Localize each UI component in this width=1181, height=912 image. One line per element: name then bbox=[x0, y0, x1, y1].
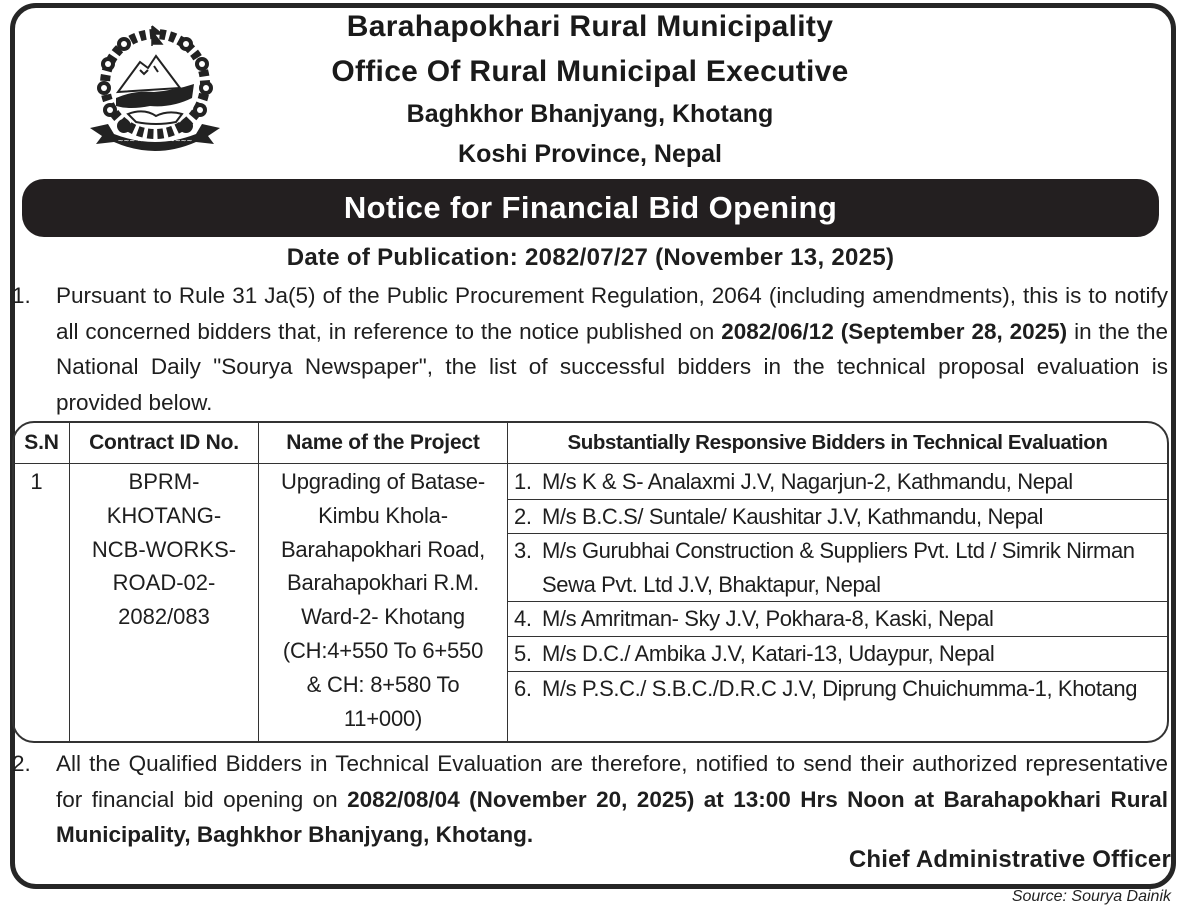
project-line: 11+000) bbox=[343, 705, 423, 731]
bidder-item bbox=[508, 637, 1167, 672]
project-line: Barahapokhari Road, bbox=[280, 536, 486, 562]
bidder-item bbox=[508, 534, 1167, 602]
contract-id-line: BPRM- bbox=[128, 469, 200, 494]
paragraph-body bbox=[56, 278, 1168, 420]
nepal-government-emblem-icon bbox=[84, 18, 226, 156]
table-header-row bbox=[14, 423, 1167, 464]
project-line: Upgrading of Batase- bbox=[281, 469, 485, 494]
project-line: Barahapokhari R.M. bbox=[286, 570, 480, 596]
bidder-item bbox=[508, 465, 1167, 500]
paragraph-number: 2. bbox=[12, 751, 31, 776]
bidder-name: M/s Amritman- Sky J.V, Pokhara-8, Kaski, Nepal bbox=[542, 606, 994, 632]
bidder-number: 5. bbox=[514, 640, 532, 666]
cell-project bbox=[259, 465, 507, 735]
paragraph-body bbox=[56, 746, 1168, 853]
header-sn: S.N bbox=[24, 431, 59, 454]
signatory-title: Chief Administrative Officer bbox=[848, 846, 1171, 873]
bidder-number: 4. bbox=[514, 606, 532, 632]
notice-title-banner bbox=[22, 179, 1159, 237]
project-line: Ward-2- Khotang bbox=[301, 604, 465, 630]
notice-title: Notice for Financial Bid Opening bbox=[343, 190, 838, 225]
header-project: Name of the Project bbox=[286, 431, 480, 454]
project-line: (CH:4+550 To 6+550 bbox=[282, 637, 484, 663]
project-line: & CH: 8+580 To bbox=[306, 671, 460, 697]
svg-text:~~~ ~~~~~ ~~~~: ~~~ ~~~~~ ~~~~ bbox=[117, 137, 193, 145]
reference-date: 2082/06/12 (September 28, 2025) bbox=[721, 318, 1068, 344]
paragraph-text: Pursuant to Rule 31 Ja(5) of the Public Procurement Regulation, 2064 (including amendments), this is to notify all concerned bidders that, in reference to the notice published on bbox=[56, 283, 1168, 344]
bidder-number: 3. bbox=[514, 538, 532, 564]
contract-id-line: 2082/083 bbox=[118, 604, 210, 630]
bidders-table bbox=[12, 421, 1169, 743]
contract-id-line: ROAD-02- bbox=[112, 570, 216, 596]
bidder-name: M/s B.C.S/ Suntale/ Kaushitar J.V, Kathmandu, Nepal bbox=[542, 503, 1043, 529]
bidder-name: M/s K & S- Analaxmi J.V, Nagarjun-2, Kathmandu, Nepal bbox=[542, 469, 1073, 494]
project-line: Kimbu Khola- bbox=[318, 502, 448, 528]
bidders-list bbox=[508, 465, 1167, 705]
header-contract-id: Contract ID No. bbox=[89, 431, 239, 454]
bidder-number: 6. bbox=[514, 675, 532, 701]
header-bidders: Substantially Responsive Bidders in Technical Evaluation bbox=[567, 431, 1108, 454]
cell-contract-id bbox=[70, 465, 258, 634]
bidder-number: 2. bbox=[514, 503, 532, 529]
paragraph-text: in the the National Daily "Sourya Newspaper", the list of successful bidders in the technical proposal evaluation is provided below. bbox=[56, 318, 1168, 415]
bidder-name: M/s P.S.C./ S.B.C./D.R.C J.V, Diprung Chuichumma-1, Khotang bbox=[542, 675, 1138, 701]
bidder-name: M/s D.C./ Ambika J.V, Katari-13, Udaypur, Nepal bbox=[542, 640, 995, 666]
source-credit: Source: Sourya Dainik bbox=[1011, 888, 1171, 905]
contract-id-line: NCB-WORKS- bbox=[91, 536, 237, 562]
opening-schedule: 2082/08/04 (November 20, 2025) at 13:00 Hrs Noon at Barahapokhari Rural Municipality, Baghkhor Bhanjyang, Khotang. bbox=[56, 786, 1168, 847]
bidder-item bbox=[508, 672, 1167, 706]
office-province: Koshi Province, Nepal bbox=[458, 140, 722, 168]
contract-id-line: KHOTANG- bbox=[106, 502, 222, 528]
bidder-item bbox=[508, 602, 1167, 637]
office-name: Office Of Rural Municipal Executive bbox=[331, 55, 849, 88]
paragraph-1 bbox=[12, 278, 1168, 420]
publication-date: Date of Publication: 2082/07/27 (November 13, 2025) bbox=[286, 244, 895, 271]
municipality-name: Barahapokhari Rural Municipality bbox=[346, 10, 834, 43]
bidder-name: M/s Gurubhai Construction & Suppliers Pvt. Ltd / Simrik Nirman Sewa Pvt. Ltd J.V, Bhaktapur, Nepal bbox=[542, 538, 1135, 597]
paragraph-text: All the Qualified Bidders in Technical Evaluation are therefore, notified to send their authorized representative for financial bid opening on bbox=[56, 751, 1168, 812]
paragraph-number: 1. bbox=[12, 283, 31, 308]
paragraph-2 bbox=[12, 746, 1168, 853]
office-address: Baghkhor Bhanjyang, Khotang bbox=[406, 100, 774, 128]
bidder-number: 1. bbox=[514, 469, 532, 494]
cell-sn: 1 bbox=[30, 469, 43, 494]
bidder-item bbox=[508, 500, 1167, 535]
